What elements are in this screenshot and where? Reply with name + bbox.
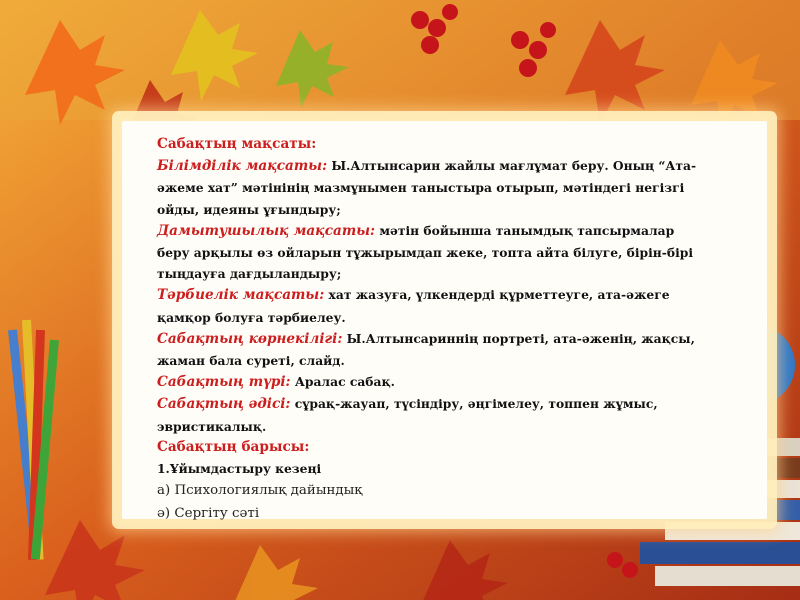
goal-label: Сабақтың түрі:	[157, 374, 291, 391]
goal-text: Ы.Алтынсариннің портреті, ата-әженің, жақсы, жаман бала суреті, слайд.	[157, 330, 695, 369]
goal-text: сұрақ-жауап, түсіндіру, әңгімелеу, топпен жұмыс, эвристикалық.	[157, 396, 658, 434]
process-substep: а) Психологиялық дайындық	[157, 483, 363, 499]
lesson-plan	[157, 134, 697, 525]
goal-paragraph	[157, 220, 697, 285]
goal-text: Ы.Алтынсарин жайлы мағлұмат беру. Оның “Ата-әжеме хат” мәтінінің мазмұнымен таныстыра отырып, мәтіндегі негізгі ойды, идеяны ұғындыру;	[157, 158, 697, 217]
goal-text: мәтін бойынша танымдық тапсырмалар беру арқылы өз ойларын тұжырымдап жеке, топта айта білуге, бірін-бірі тыңдауға дағдыландыру;	[157, 222, 694, 282]
process-substep: ә) Сергіту сәті	[157, 506, 260, 522]
lesson-process-heading: Сабақтың барысы:	[157, 438, 310, 455]
goal-label: Сабақтың көрнекілігі:	[157, 330, 343, 347]
lesson-goals-heading: Сабақтың мақсаты:	[157, 136, 317, 152]
goal-paragraph	[157, 393, 697, 436]
goal-paragraph	[157, 284, 697, 327]
goal-paragraph	[157, 328, 697, 371]
goal-label: Сабақтың әдісі:	[157, 396, 291, 413]
goal-label: Дамытушылық мақсаты:	[157, 222, 376, 239]
goal-text: Аралас сабақ.	[290, 374, 395, 390]
goal-paragraph	[157, 371, 697, 393]
goal-label: Тәрбиелік мақсаты:	[157, 287, 325, 304]
goal-text: хат жазуға, үлкендерді құрметтеуге, ата-әжеге қамқор болуға тәрбиелеу.	[157, 287, 670, 325]
process-step: 1.Ұйымдастыру кезеңі	[157, 461, 322, 477]
goal-paragraph	[157, 155, 697, 220]
goal-label: Білімділік мақсаты:	[157, 158, 328, 175]
